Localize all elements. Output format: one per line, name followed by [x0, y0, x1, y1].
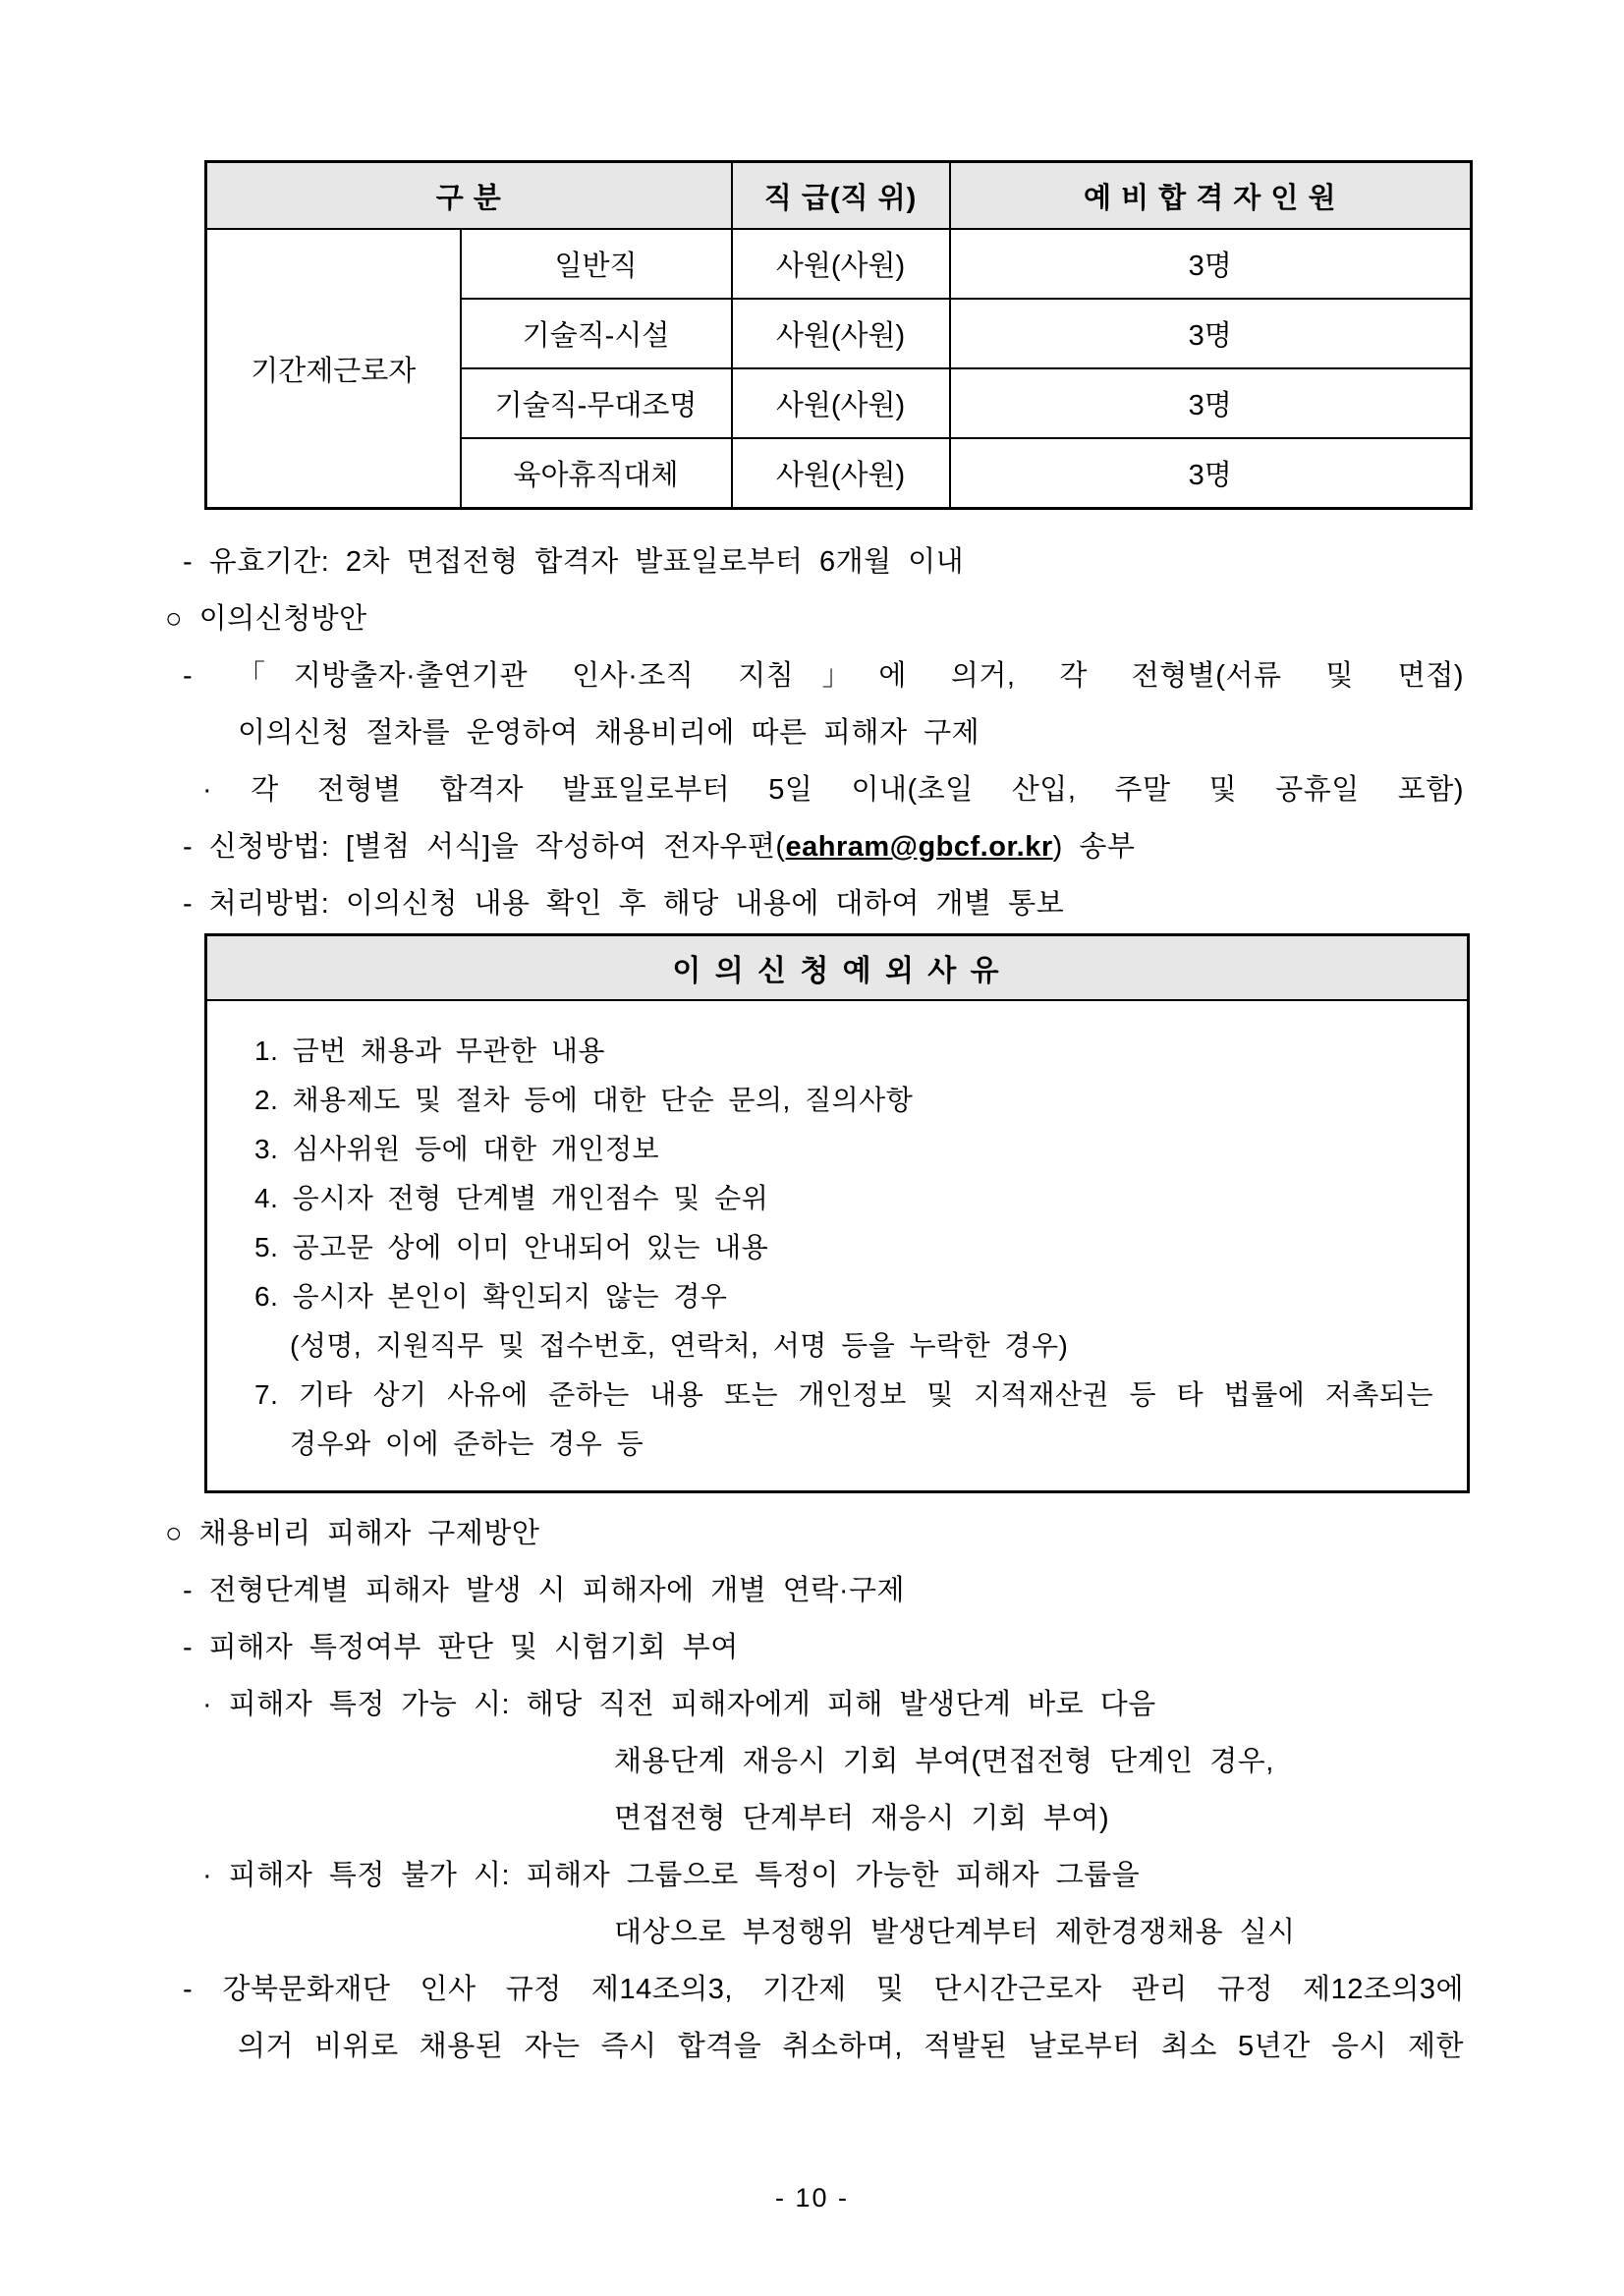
apply-method-prefix: - 신청방법: [별첨 서식]을 작성하여 전자우편( [183, 831, 786, 863]
line-individual-contact: - 전형단계별 피해자 발생 시 피해자에 개별 연락·구제 [183, 1575, 906, 1606]
grade-cell: 사원(사원) [732, 368, 950, 438]
exception-item: 2. 채용제도 및 절차 등에 대한 단순 문의, 질의사항 [254, 1085, 914, 1115]
header-grade: 직 급(직 위) [732, 162, 950, 230]
category-cell: 기술직-무대조명 [461, 368, 732, 438]
line-remedy-title: ○ 채용비리 피해자 구제방안 [165, 1518, 540, 1549]
exception-box-items [207, 1001, 1467, 1490]
line-validity-period: - 유효기간: 2차 면접전형 합격자 발표일로부터 6개월 이내 [183, 546, 965, 578]
grade-cell: 사원(사원) [732, 438, 950, 509]
line-apply-method [0, 818, 1624, 875]
count-cell: 3명 [950, 299, 1472, 368]
objection-exception-box [204, 933, 1470, 1493]
group-label-cell: 기간제근로자 [206, 229, 461, 509]
exception-item: 3. 심사위원 등에 대한 개인정보 [254, 1134, 660, 1164]
header-category: 구 분 [206, 162, 732, 230]
line-deadline: · 각 전형별 합격자 발표일로부터 5일 이내(초일 산입, 주말 및 공휴일 포함) [202, 774, 1464, 806]
page-number: - 10 - [774, 2183, 850, 2212]
exception-item-sub: (성명, 지원직무 및 접수번호, 연락처, 서명 등을 누락한 경우) [290, 1330, 1069, 1361]
section-victim-remedy [0, 1505, 1624, 2075]
line-victim-identification: - 피해자 특정여부 판단 및 시험기회 부여 [183, 1632, 739, 1663]
category-cell: 일반직 [461, 229, 732, 299]
line-regulation-cont: 의거 비위로 채용된 자는 즉시 합격을 취소하며, 적발된 날로부터 최소 5년간 응시 제한 [238, 2031, 1464, 2062]
header-reserve-count: 예 비 합 격 자 인 원 [950, 162, 1472, 230]
table-header-row [206, 162, 1472, 230]
exception-item: 4. 응시자 전형 단계별 개인점수 및 순위 [254, 1183, 769, 1213]
line-process-method: - 처리방법: 이의신청 내용 확인 후 해당 내용에 대하여 개별 통보 [183, 888, 1065, 920]
count-cell: 3명 [950, 368, 1472, 438]
line-guideline-reference: - 「지방출자·출연기관 인사·조직 지침」에 의거, 각 전형별(서류 및 면접) [183, 660, 1464, 692]
category-cell: 육아휴직대체 [461, 438, 732, 509]
line-guideline-reference-cont: 이의신청 절차를 운영하여 채용비리에 따른 피해자 구제 [238, 717, 980, 749]
category-cell: 기술직-시설 [461, 299, 732, 368]
line-identifiable-case: · 피해자 특정 가능 시: 해당 직전 피해자에게 피해 발생단계 바로 다음 [202, 1689, 1156, 1720]
exception-item: 7. 기타 상기 사유에 준하는 내용 또는 개인정보 및 지적재산권 등 타 법률에 저촉되는 [254, 1379, 1433, 1410]
table-row [206, 229, 1472, 299]
count-cell: 3명 [950, 438, 1472, 509]
email-address: eahram@gbcf.or.kr [785, 831, 1053, 863]
line-identifiable-case-cont: 채용단계 재응시 기회 부여(면접전형 단계인 경우, [614, 1746, 1274, 1777]
exception-box-title: 이 의 신 청 예 외 사 유 [207, 936, 1467, 1001]
line-unidentifiable-case-cont: 대상으로 부정행위 발생단계부터 제한경쟁채용 실시 [614, 1917, 1296, 1948]
line-identifiable-case-cont: 면접전형 단계부터 재응시 기회 부여) [614, 1803, 1110, 1834]
line-objection-plan-title: ○ 이의신청방안 [165, 603, 367, 635]
grade-cell: 사원(사원) [732, 229, 950, 299]
exception-item: 1. 금번 채용과 무관한 내용 [254, 1036, 605, 1066]
grade-cell: 사원(사원) [732, 299, 950, 368]
exception-item: 5. 공고문 상에 이미 안내되어 있는 내용 [254, 1232, 769, 1262]
exception-item: 6. 응시자 본인이 확인되지 않는 경우 [254, 1281, 728, 1312]
count-cell: 3명 [950, 229, 1472, 299]
apply-method-suffix: ) 송부 [1052, 831, 1136, 863]
exception-item-cont: 경우와 이에 준하는 경우 등 [290, 1428, 644, 1459]
line-unidentifiable-case: · 피해자 특정 불가 시: 피해자 그룹으로 특정이 가능한 피해자 그룹을 [202, 1860, 1141, 1891]
line-regulation: - 강북문화재단 인사 규정 제14조의3, 기간제 및 단시간근로자 관리 규정 제12조의3에 [183, 1974, 1464, 2005]
section-objection-plan [0, 533, 1624, 932]
reserve-passers-table [204, 160, 1473, 510]
